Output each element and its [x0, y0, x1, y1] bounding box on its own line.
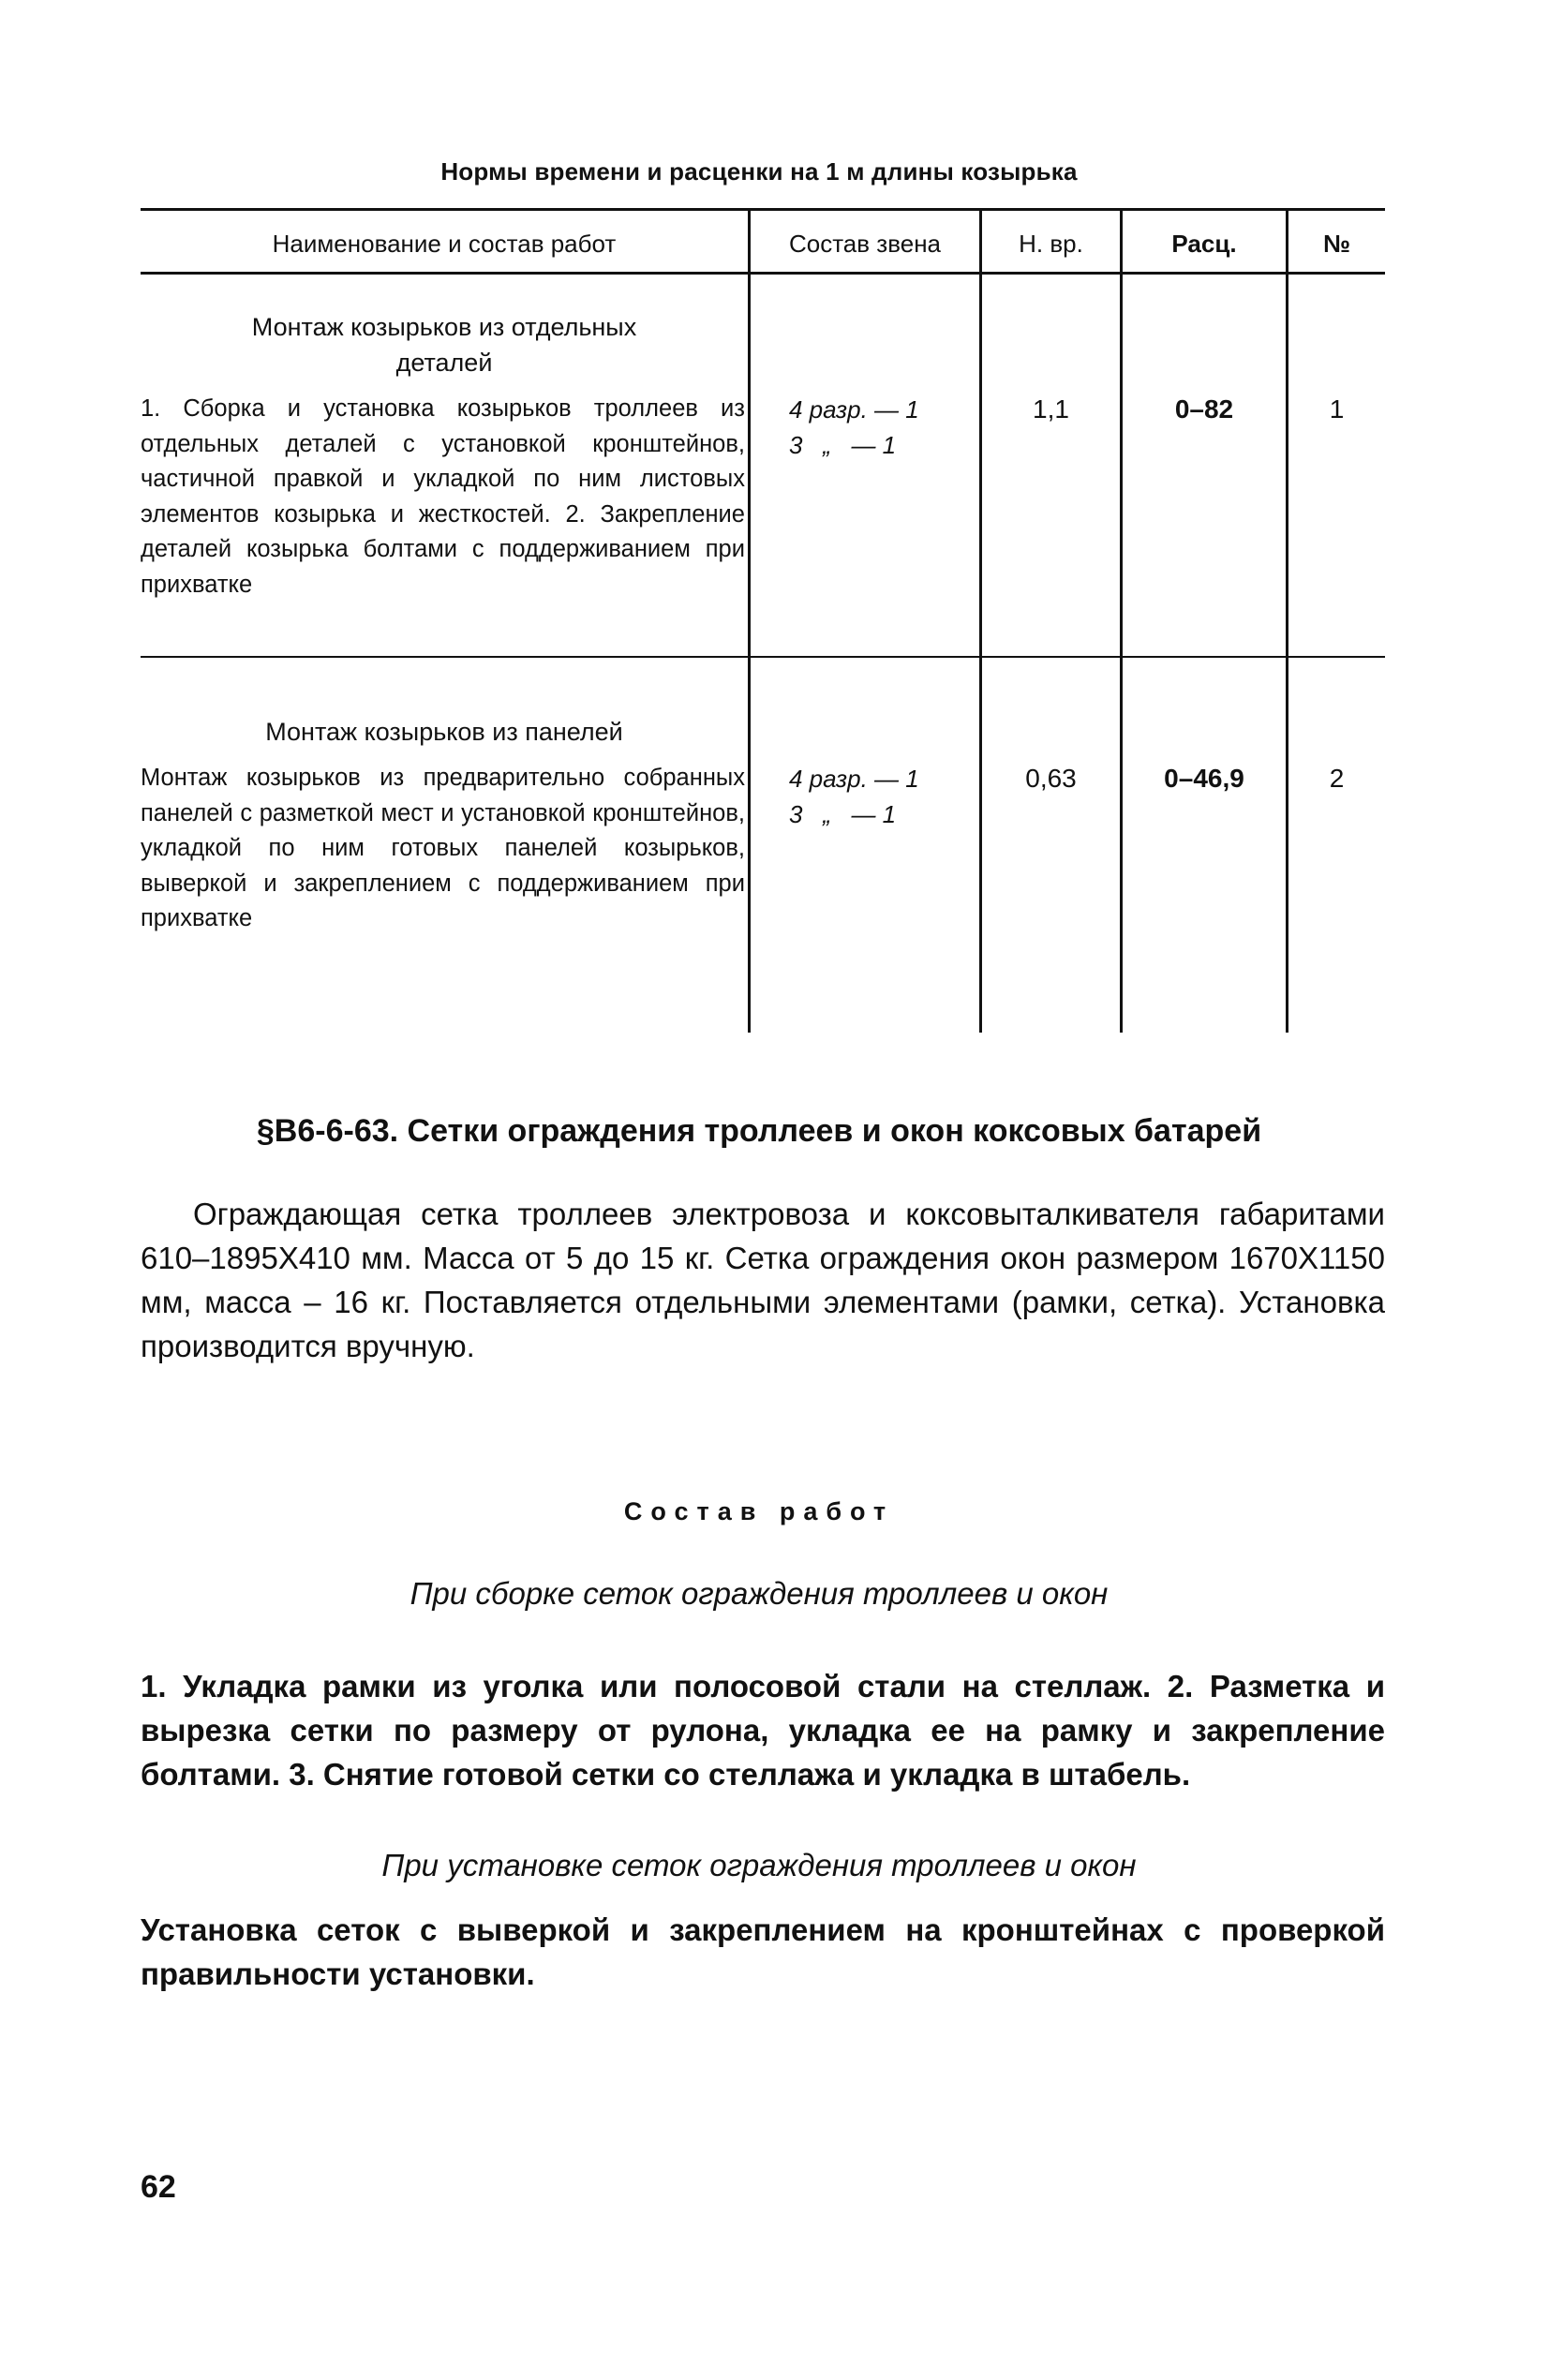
- group-2-norm: 0,63: [1025, 764, 1077, 793]
- group-2-no: 2: [1329, 764, 1345, 793]
- table-group-rule: [141, 656, 1385, 658]
- col-divider-4: [1286, 208, 1288, 1033]
- col-divider-1: [748, 208, 751, 1033]
- group-2-title-line-1: Монтаж козырьков из панелей: [265, 718, 623, 746]
- group-2-crew-line-2: 3 „ — 1: [789, 800, 897, 828]
- group-1-norm: 1,1: [1033, 394, 1069, 424]
- subsection-1-text: 1. Укладка рамки из уголка или полосовой стали на стеллаж. 2. Разметка и вырезка сетки по размеру от рулона, укладка ее на рамку и закрепление болтами. 3. Снятие готовой сетки со стеллажа и укладка в штабель.: [141, 1669, 1385, 1792]
- header-crew: Состав звена: [788, 230, 942, 258]
- group-1-title-line-1: Монтаж козырьков из отдельных: [251, 313, 637, 341]
- col-divider-3: [1120, 208, 1123, 1033]
- norms-table: [141, 208, 1385, 1033]
- page-number: 62: [141, 2169, 176, 2205]
- table-header-rule: [141, 272, 1385, 275]
- group-1-crew-line-2: 3 „ — 1: [789, 431, 897, 459]
- group-1-work-text: 1. Сборка и установка козырьков троллеев из отдельных деталей с установкой кронштейнов, частичной правкой и укладкой по ним листовых элементов козырька и жесткостей. 2. Закрепление деталей козырька болтами с поддерживанием при прихватке: [141, 395, 745, 598]
- subsection-1-heading: При сборке сеток ограждения троллеев и окон: [410, 1576, 1109, 1611]
- subsection-2-text: Установка сеток с выверкой и закреплением на кронштейнах с проверкой правильности установки.: [141, 1912, 1385, 1991]
- intro-paragraph: Ограждающая сетка троллеев электровоза и коксовыталкивателя габаритами 610–1895X410 мм. Масса от 5 до 15 кг. Сетка ограждения окон размером 1670X1150 мм, масса – 16 кг. Поставляется отдельными элементами (рамки, сетка). Установка производится вручную.: [141, 1197, 1385, 1363]
- table-top-rule: [141, 208, 1385, 211]
- header-rate: Расц.: [1171, 230, 1237, 258]
- subsection-2-heading: При установке сеток ограждения троллеев и окон: [381, 1848, 1137, 1882]
- header-work: Наименование и состав работ: [272, 230, 617, 258]
- header-norm: Н. вр.: [1019, 230, 1083, 258]
- group-1-crew-line-1: 4 разр. — 1: [789, 395, 919, 424]
- group-1-title: [141, 309, 748, 380]
- group-2-crew-line-1: 4 разр. — 1: [789, 765, 919, 793]
- header-no: №: [1323, 230, 1350, 258]
- section-title: §В6-6-63. Сетки ограждения троллеев и окон коксовых батарей: [256, 1113, 1262, 1149]
- group-1-rate: 0–82: [1174, 394, 1234, 424]
- composition-heading: Состав работ: [623, 1497, 895, 1525]
- table-caption: Нормы времени и расценки на 1 м длины козырька: [440, 157, 1078, 186]
- group-1-title-line-2: деталей: [395, 349, 493, 377]
- col-divider-2: [979, 208, 982, 1033]
- group-2-work-text: Монтаж козырьков из предварительно собранных панелей с разметкой мест и установкой кронштейнов, укладкой по ним готовых панелей козырьков, выверкой и закреплением с поддерживанием при прихватке: [141, 765, 745, 931]
- group-2-rate: 0–46,9: [1164, 764, 1244, 793]
- group-1-no: 1: [1329, 394, 1345, 424]
- group-2-title: [141, 714, 748, 750]
